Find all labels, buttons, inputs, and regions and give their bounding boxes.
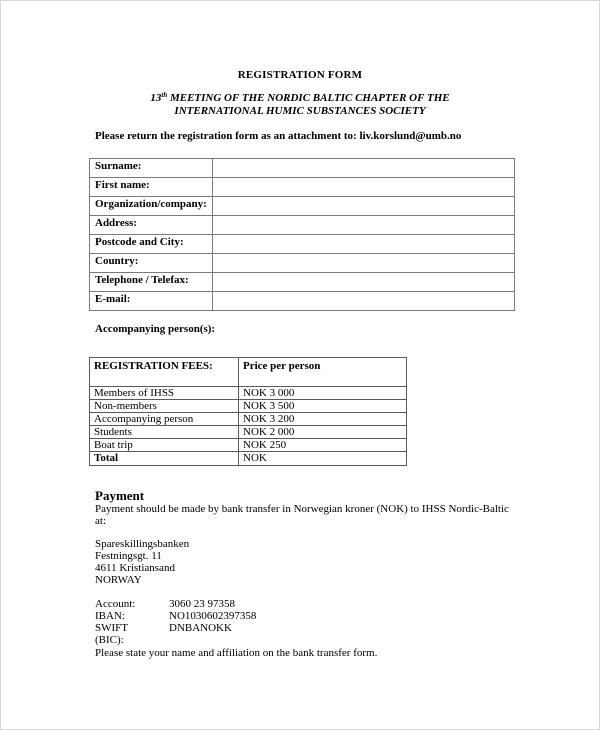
address-field[interactable] (212, 216, 514, 235)
account-label: Account: (95, 598, 136, 610)
field-label-telephone: Telephone / Telefax: (90, 273, 213, 292)
meeting-line-1: MEETING OF THE NORDIC BALTIC CHAPTER OF THE (167, 92, 450, 104)
bank-address (95, 538, 189, 586)
meeting-line-2: INTERNATIONAL HUMIC SUBSTANCES SOCIETY (174, 105, 426, 117)
fees-table (89, 357, 407, 466)
table-row (90, 292, 515, 311)
field-label-surname: Surname: (90, 159, 213, 178)
fees-total-row (90, 452, 407, 466)
fee-item: Non-members (90, 400, 239, 413)
payment-heading: Payment (95, 488, 145, 503)
meeting-title (0, 92, 600, 118)
meeting-number: 13 (150, 92, 162, 104)
table-row (90, 216, 515, 235)
table-row (90, 387, 407, 400)
fees-header-item: REGISTRATION FEES: (90, 358, 239, 387)
bank-street: Festningsgt. 11 (95, 550, 162, 562)
table-row (90, 413, 407, 426)
iban-label: IBAN: (95, 610, 125, 622)
payment-note: Please state your name and affiliation on the bank transfer form. (95, 647, 378, 659)
meeting-ordinal: th (161, 91, 168, 99)
telephone-field[interactable] (212, 273, 514, 292)
fee-price: NOK 2 000 (239, 426, 407, 439)
field-label-postcode-city: Postcode and City: (90, 235, 213, 254)
fee-price: NOK 3 000 (239, 387, 407, 400)
fees-total-label: Total (90, 452, 239, 466)
table-row (90, 235, 515, 254)
table-row (90, 439, 407, 452)
payment-text: Payment should be made by bank transfer in Norwegian kroner (NOK) to IHSS Nordic-Baltic at: (95, 503, 509, 527)
swift-value: DNBANOKK (169, 622, 232, 634)
organization-field[interactable] (212, 197, 514, 216)
first-name-field[interactable] (212, 178, 514, 197)
fee-item: Students (90, 426, 239, 439)
table-row (90, 426, 407, 439)
fee-price: NOK 3 200 (239, 413, 407, 426)
accompanying-persons-label: Accompanying person(s): (95, 323, 216, 335)
table-row (90, 273, 515, 292)
field-label-first-name: First name: (90, 178, 213, 197)
email-field[interactable] (212, 292, 514, 311)
fee-item: Members of IHSS (90, 387, 239, 400)
field-label-address: Address: (90, 216, 213, 235)
fee-price: NOK 250 (239, 439, 407, 452)
field-label-organization: Organization/company: (90, 197, 213, 216)
table-row (90, 178, 515, 197)
registration-table (89, 158, 515, 311)
return-instruction: Please return the registration form as an attachment to: liv.korslund@umb.no (95, 130, 462, 142)
surname-field[interactable] (212, 159, 514, 178)
postcode-city-field[interactable] (212, 235, 514, 254)
iban-value: NO1030602397358 (169, 610, 257, 622)
fees-total-value[interactable]: NOK (239, 452, 407, 466)
field-label-country: Country: (90, 254, 213, 273)
table-row (90, 159, 515, 178)
bank-country: NORWAY (95, 574, 142, 586)
form-title: REGISTRATION FORM (237, 69, 363, 81)
table-row (90, 400, 407, 413)
bank-city: 4611 Kristiansand (95, 562, 175, 574)
swift-label: SWIFT (BIC): (95, 622, 128, 646)
fee-item: Accompanying person (90, 413, 239, 426)
table-row (90, 254, 515, 273)
table-row (90, 197, 515, 216)
fees-header-row (90, 358, 407, 387)
fee-price: NOK 3 500 (239, 400, 407, 413)
bank-name: Spareskillingsbanken (95, 538, 190, 550)
account-value: 3060 23 97358 (169, 598, 235, 610)
fees-header-price: Price per person (239, 358, 407, 387)
field-label-email: E-mail: (90, 292, 213, 311)
fee-item: Boat trip (90, 439, 239, 452)
country-field[interactable] (212, 254, 514, 273)
